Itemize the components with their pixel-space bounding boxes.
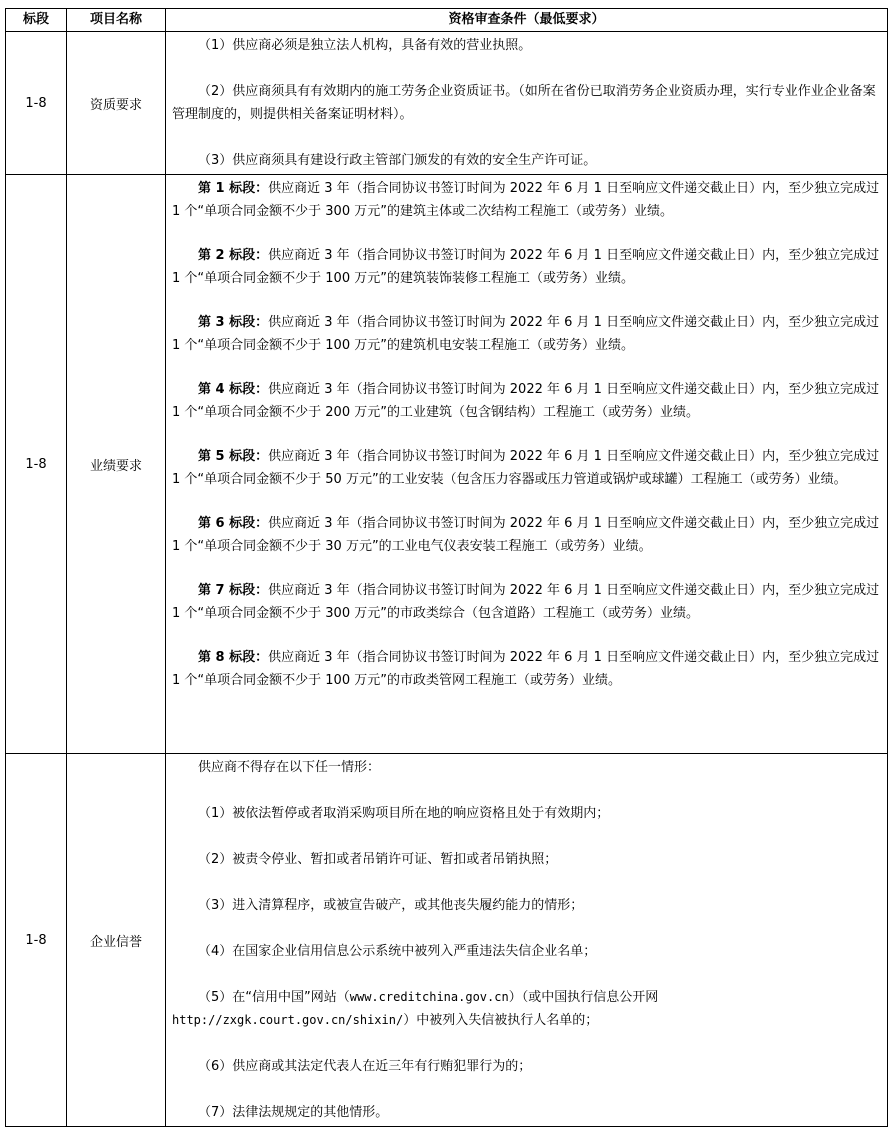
credit-p3: （3）进入清算程序，或被宣告破产，或其他丧失履约能力的情形； xyxy=(198,898,584,913)
qualification-table xyxy=(5,8,888,1127)
performance-conditions xyxy=(166,175,888,754)
credit-p1: （1）被依法暂停或者取消采购项目所在地的响应资格且处于有效期内； xyxy=(198,806,610,821)
credit-section: 1-8 xyxy=(6,754,67,1127)
lot-1-text: 供应商近 3 年（指合同协议书签订时间为 2022 年 6 月 1 日至响应文件递交截止日）内，至少独立完成过 1 个“单项合同金额不少于 300 万元”的建筑主体或二次结构工程施工（或劳务）业绩。 xyxy=(172,181,880,219)
qualification-p1: （1）供应商必须是独立法人机构，具备有效的营业执照。 xyxy=(198,38,532,53)
credit-intro: 供应商不得存在以下任一情形： xyxy=(198,760,381,775)
lot-3-text: 供应商近 3 年（指合同协议书签订时间为 2022 年 6 月 1 日至响应文件递交截止日）内，至少独立完成过 1 个“单项合同金额不少于 100 万元”的建筑机电安装工程施工（或劳务）业绩。 xyxy=(172,315,880,353)
lot-7-label: 第 7 标段： xyxy=(198,583,269,598)
lot-5 xyxy=(172,445,881,491)
credit-conditions xyxy=(166,754,888,1127)
credit-row xyxy=(6,754,888,1127)
credit-p5-b: ）（或中国执行信息公开网 xyxy=(508,990,659,1005)
header-conditions: 资格审查条件（最低要求） xyxy=(166,9,888,32)
lot-5-text: 供应商近 3 年（指合同协议书签订时间为 2022 年 6 月 1 日至响应文件递交截止日）内，至少独立完成过 1 个“单项合同金额不少于 50 万元”的工业安装（包含压力容器或压力管道或锅炉或球罐）工程施工（或劳务）业绩。 xyxy=(172,449,880,487)
credit-p4: （4）在国家企业信用信息公示系统中被列入严重违法失信企业名单； xyxy=(198,944,597,959)
lot-2 xyxy=(172,244,881,290)
qualification-p3: （3）供应商须具有建设行政主管部门颁发的有效的安全生产许可证。 xyxy=(198,153,597,168)
lot-8-text: 供应商近 3 年（指合同协议书签订时间为 2022 年 6 月 1 日至响应文件递交截止日）内，至少独立完成过 1 个“单项合同金额不少于 100 万元”的市政类管网工程施工（或劳务）业绩。 xyxy=(172,650,880,688)
credit-p2: （2）被责令停业、暂扣或者吊销许可证、暂扣或者吊销执照； xyxy=(198,852,558,867)
performance-row xyxy=(6,175,888,754)
lot-5-label: 第 5 标段： xyxy=(198,449,269,464)
header-section: 标段 xyxy=(6,9,67,32)
performance-section: 1-8 xyxy=(6,175,67,754)
lot-1-label: 第 1 标段： xyxy=(198,181,269,196)
table-header-row xyxy=(6,9,888,32)
qualification-item: 资质要求 xyxy=(67,32,166,175)
lot-7-text: 供应商近 3 年（指合同协议书签订时间为 2022 年 6 月 1 日至响应文件递交截止日）内，至少独立完成过 1 个“单项合同金额不少于 300 万元”的市政类综合（包含道路）工程施工（或劳务）业绩。 xyxy=(172,583,880,621)
qualification-conditions xyxy=(166,32,888,175)
credit-p7: （7）法律法规规定的其他情形。 xyxy=(198,1105,389,1120)
qualification-row xyxy=(6,32,888,175)
lot-6-text: 供应商近 3 年（指合同协议书签订时间为 2022 年 6 月 1 日至响应文件递交截止日）内，至少独立完成过 1 个“单项合同金额不少于 30 万元”的工业电气仪表安装工程施工（或劳务）业绩。 xyxy=(172,516,880,554)
credit-p5-line2 xyxy=(172,1009,881,1032)
lot-4-label: 第 4 标段： xyxy=(198,382,269,397)
lot-2-label: 第 2 标段： xyxy=(198,248,269,263)
credit-p5-c: ）中被列入失信被执行人名单的； xyxy=(403,1013,599,1028)
lot-4 xyxy=(172,378,881,424)
credit-p6: （6）供应商或其法定代表人在近三年有行贿犯罪行为的； xyxy=(198,1059,532,1074)
lot-3 xyxy=(172,311,881,357)
creditchina-url: www.creditchina.gov.cn xyxy=(349,990,509,1004)
credit-p5 xyxy=(172,986,881,1009)
lot-4-text: 供应商近 3 年（指合同协议书签订时间为 2022 年 6 月 1 日至响应文件递交截止日）内，至少独立完成过 1 个“单项合同金额不少于 200 万元”的工业建筑（包含钢结构）工程施工（或劳务）业绩。 xyxy=(172,382,880,420)
zxgk-url: http://zxgk.court.gov.cn/shixin/ xyxy=(172,1013,404,1027)
lot-6 xyxy=(172,512,881,558)
lot-8-label: 第 8 标段： xyxy=(198,650,269,665)
lot-8 xyxy=(172,646,881,692)
performance-item: 业绩要求 xyxy=(67,175,166,754)
lot-1 xyxy=(172,177,881,223)
lot-6-label: 第 6 标段： xyxy=(198,516,269,531)
lot-2-text: 供应商近 3 年（指合同协议书签订时间为 2022 年 6 月 1 日至响应文件递交截止日）内，至少独立完成过 1 个“单项合同金额不少于 100 万元”的建筑装饰装修工程施工（或劳务）业绩。 xyxy=(172,248,880,286)
lot-3-label: 第 3 标段： xyxy=(198,315,269,330)
qualification-section: 1-8 xyxy=(6,32,67,175)
credit-p5-a: （5）在“信用中国”网站（ xyxy=(198,990,350,1005)
header-item: 项目名称 xyxy=(67,9,166,32)
qualification-p2: （2）供应商须具有有效期内的施工劳务企业资质证书。（如所在省份已取消劳务企业资质办理，实行专业作业企业备案管理制度的，则提供相关备案证明材料）。 xyxy=(172,84,876,122)
credit-item: 企业信誉 xyxy=(67,754,166,1127)
lot-7 xyxy=(172,579,881,625)
